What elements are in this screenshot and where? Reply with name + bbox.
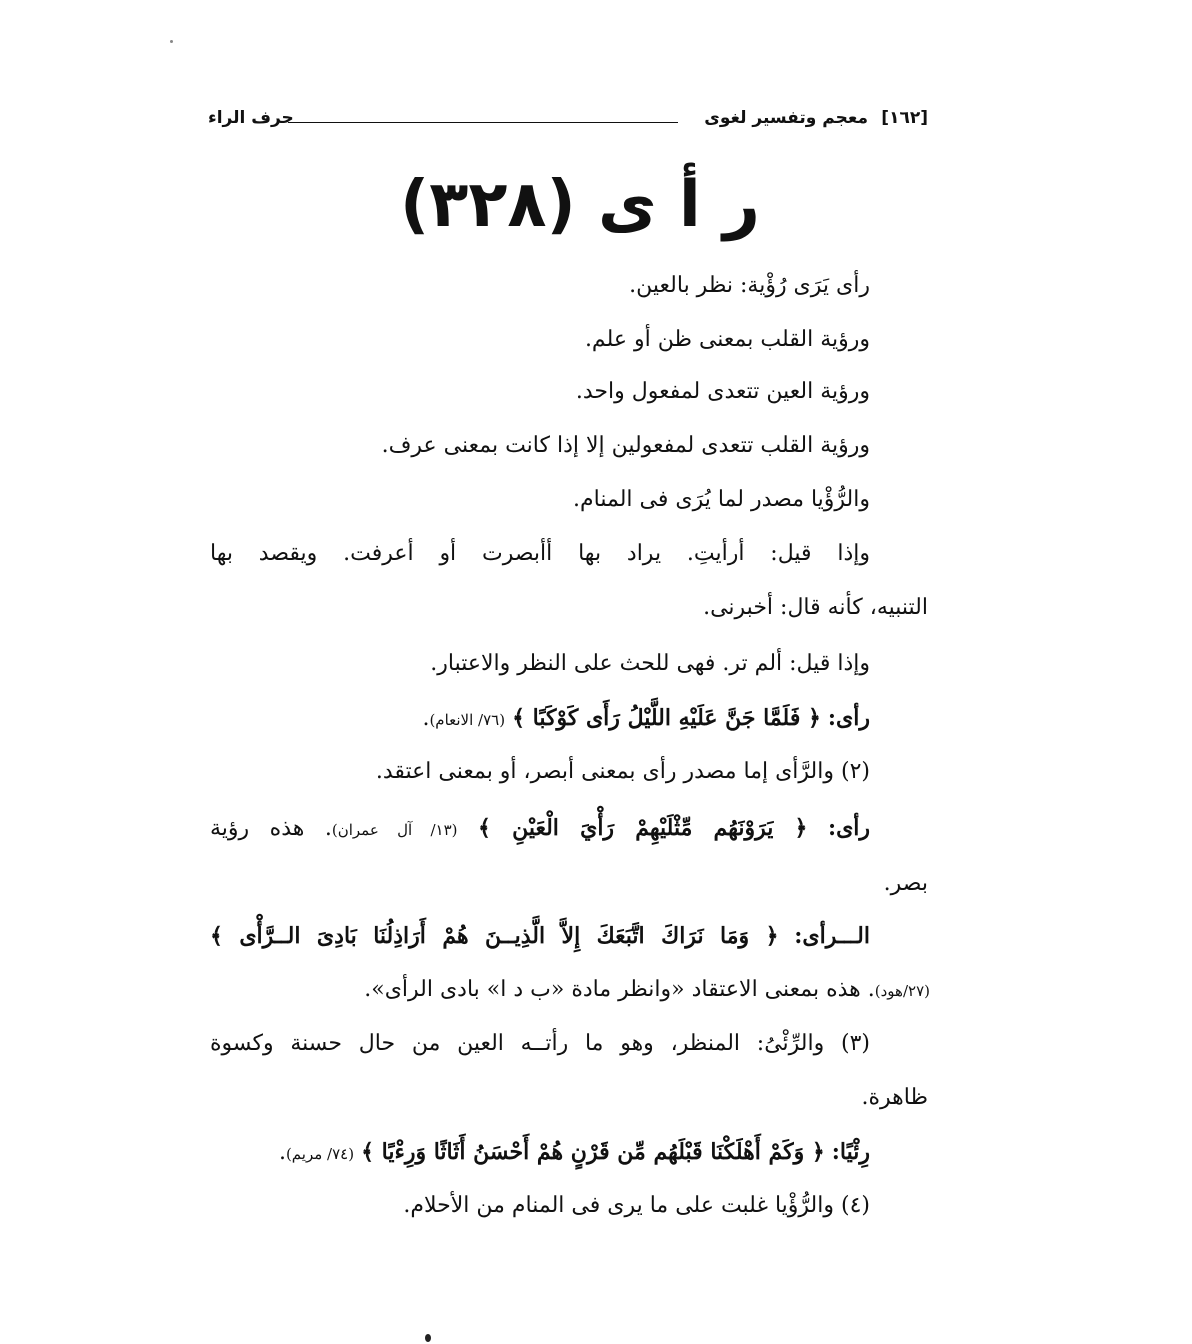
- text-line-6: وإذا قيل: أرأيتِ. يراد بها أأبصرت أو أعرفت. ويقصد بها: [210, 541, 870, 566]
- line-tail: .: [278, 1140, 286, 1165]
- quran-citation-line-4: [279, 1134, 870, 1172]
- text-line-10: (٢) والرَّأى إما مصدر رأى بمعنى أبصر، أو بمعنى اعتقد.: [375, 759, 870, 784]
- quran-verse: ﴿ فَلَمَّا جَنَّ عَلَيْهِ اللَّيْلُ رَأَى كَوْكَبًا ﴾: [512, 705, 821, 731]
- text-line-12: بصر.: [883, 871, 928, 896]
- text-line-15: (٣) والرِّئْىُ: المنظر، وهو ما رأتــه العين من حال حسنة وكسوة: [210, 1031, 870, 1056]
- citation-label: الـــرأى:: [794, 923, 870, 949]
- line-tail: . هذه رؤية: [210, 816, 332, 841]
- line-body: . هذه بمعنى الاعتقاد «وانظر مادة «ب د ا» بادى الرأى».: [364, 977, 875, 1002]
- text-line-1: رأى يَرَى رُؤْية: نظر بالعين.: [629, 273, 870, 298]
- citation-label: رأى:: [827, 705, 870, 731]
- text-line-3: ورؤية العين تتعدى لمفعول واحد.: [575, 379, 870, 404]
- quran-verse: ﴿ يَرَوْنَهُم مِّثْلَيْهِمْ رَأْيَ الْعَيْنِ ﴾: [478, 815, 808, 841]
- section-title: حرف الراء: [208, 108, 294, 128]
- text-line-8: وإذا قيل: ألم تر. فهى للحث على النظر والاعتبار.: [430, 651, 870, 676]
- text-line-2: ورؤية القلب بمعنى ظن أو علم.: [584, 327, 870, 352]
- quran-citation-line-3: [210, 918, 870, 955]
- line-tail: .: [422, 706, 430, 731]
- text-line-4: ورؤية القلب تتعدى لمفعولين إلا إذا كانت بمعنى عرف.: [381, 433, 870, 458]
- text-line-14: [364, 972, 930, 1009]
- running-header: [208, 104, 928, 134]
- scan-speck: [170, 40, 173, 43]
- text-line-18: (٤) والرُّؤْيا غلبت على ما يرى فى المنام من الأحلام.: [403, 1193, 870, 1218]
- verse-reference: (٢٧/هود): [874, 982, 930, 1000]
- page-number: [١٦٢]: [881, 108, 928, 128]
- header-rule: [288, 122, 678, 123]
- entry-title: ر أ ى (٣٢٨): [400, 168, 760, 242]
- quran-citation-line-2: [210, 810, 870, 848]
- text-line-7: التنبيه، كأنه قال: أخبرنى.: [703, 595, 928, 620]
- book-title: معجم وتفسير لغوى: [704, 108, 868, 128]
- scan-speck: [425, 1334, 431, 1342]
- citation-label: رِئْيًا:: [831, 1139, 870, 1165]
- verse-reference: (١٣/ آل عمران): [331, 821, 458, 839]
- verse-reference: (٧٤/ مريم): [285, 1145, 355, 1163]
- verse-reference: (٧٦/ الانعام): [429, 711, 506, 729]
- quran-verse: ﴿ وَمَا نَرَاكَ اتَّبَعَكَ إِلاَّ الَّذِيــنَ هُمْ أَرَاذِلُنَا بَادِىَ الــرَّأْى ﴾: [210, 923, 779, 949]
- text-line-16: ظاهرة.: [861, 1085, 928, 1110]
- quran-citation-line-1: [422, 700, 870, 738]
- citation-label: رأى:: [827, 815, 871, 841]
- quran-verse: ﴿ وَكَمْ أَهْلَكْنَا قَبْلَهُم مِّن قَرْنٍ هُمْ أَحْسَنُ أَثَاثًا وَرِءْيًا ﴾: [361, 1139, 825, 1165]
- text-line-5: والرُّؤْيا مصدر لما يُرَى فى المنام.: [573, 487, 870, 512]
